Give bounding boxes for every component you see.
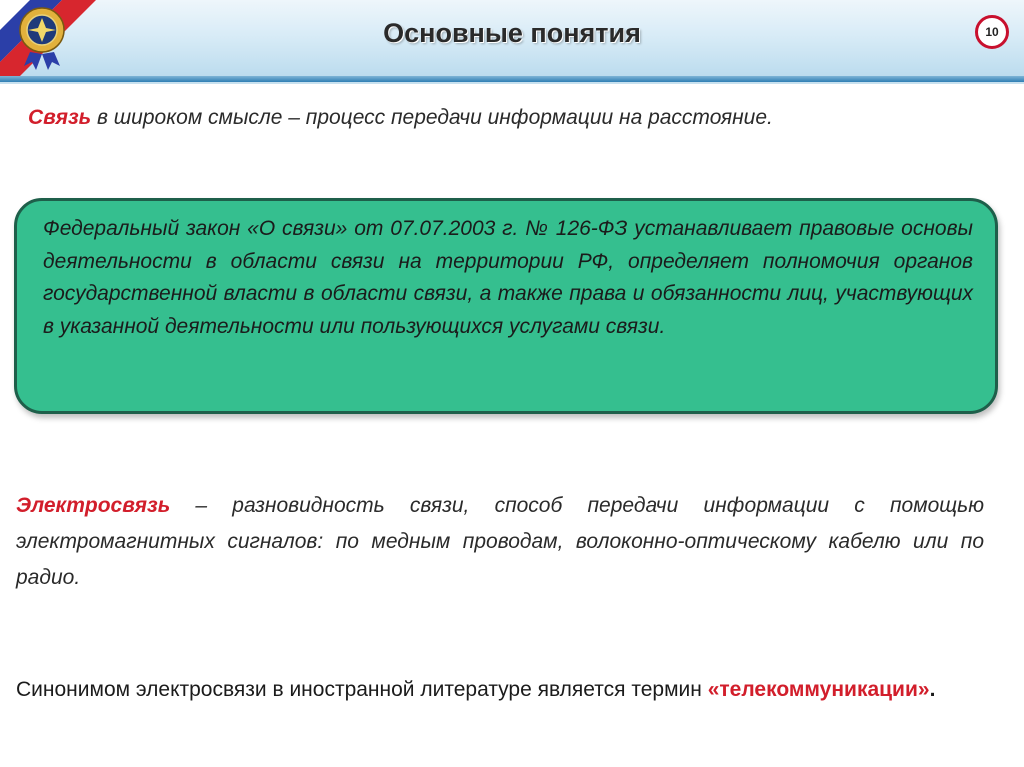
law-callout-box [14,198,998,414]
page-title: Основные понятия [383,18,641,48]
intro-text: в широком смысле – процесс передачи информации на расстояние. [91,106,773,129]
header-divider-light [0,82,1024,84]
synonym-end: . [929,678,936,701]
page-number-badge: 10 [975,15,1009,49]
law-text: Федеральный закон «О связи» от 07.07.2003 г. № 126-ФЗ устанавливает правовые основы деятельности в области связи на территории РФ, определяет полномочия органов государственной власти в области связи, а также права и обязанности лиц, участвующих в указанной деятельности или пользующихся услугами связи. [43,217,973,338]
synonym-paragraph [16,672,984,708]
intro-paragraph [28,106,998,130]
electro-term: Электросвязь [16,494,171,517]
synonym-text: Синонимом электросвязи в иностранной литературе является термин [16,678,708,701]
electro-text: – разновидность связи, способ передачи информации с помощью электромагнитных сигналов: по медным проводам, волоконно-оптическому кабелю или по радио. [16,494,984,589]
electro-paragraph [16,488,984,596]
synonym-term: «телекоммуникации» [707,678,930,701]
intro-term: Связь [28,106,92,129]
header-bar [0,0,1024,76]
